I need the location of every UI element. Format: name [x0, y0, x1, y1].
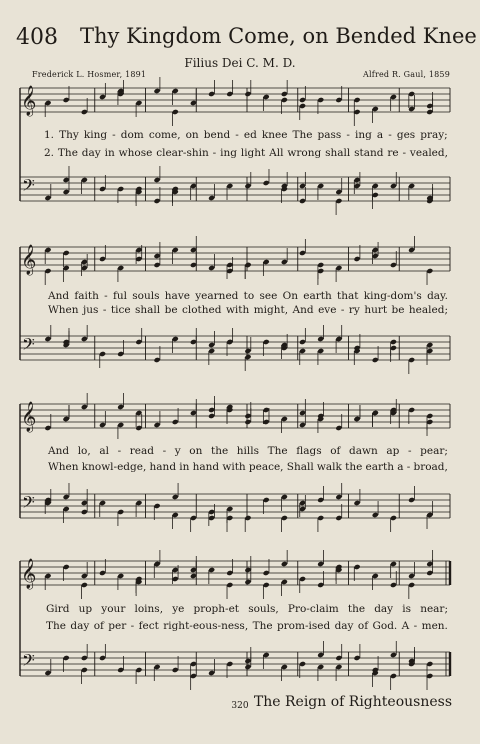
lyric-syllable: fect	[138, 620, 159, 632]
lyric-syllable: with	[225, 304, 250, 316]
lyric-syllable: pass	[317, 129, 342, 141]
lyric-syllable: see	[259, 290, 278, 302]
lyric-syllable: On	[282, 290, 298, 302]
lyric-syllable: bend	[203, 129, 231, 141]
lyric-line-verse2	[44, 147, 448, 159]
lyric-syllable: per	[108, 620, 127, 632]
lyric-syllable: -	[104, 290, 108, 302]
lyric-syllable: read	[129, 445, 154, 457]
lyric-syllable: flags	[296, 445, 322, 457]
treble-clef-icon: 𝄞	[21, 402, 37, 432]
lyric-syllable: jus	[82, 304, 99, 316]
lyric-syllable: -	[112, 129, 116, 141]
lyric-syllable: -	[130, 620, 135, 632]
lyric-line-verse1	[46, 603, 448, 615]
lyric-syllable: -	[407, 445, 412, 457]
lyric-line-verse2	[46, 620, 448, 632]
lyric-syllable: healed;	[408, 304, 448, 316]
lyric-syllable: When	[48, 461, 79, 473]
lyric-syllable: -	[413, 620, 418, 632]
treble-clef-icon: 𝄞	[21, 559, 37, 589]
lyric-syllable: ges	[396, 129, 416, 141]
lyric-syllable: ap	[386, 445, 400, 457]
lyric-syllable: souls	[132, 290, 160, 302]
lyric-syllable: earth	[365, 461, 394, 473]
lyric-syllable: broad,	[413, 461, 448, 473]
lyric-syllable: proph-et	[193, 603, 240, 615]
lyric-syllable: that	[337, 290, 359, 302]
lyric-syllable: -	[235, 129, 239, 141]
lyric-syllable: hand	[192, 461, 220, 473]
lyric-syllable: -	[388, 129, 392, 141]
lyric-syllable: lo,	[77, 445, 91, 457]
lyric-syllable: earth	[303, 290, 332, 302]
lyric-syllable: vealed,	[409, 147, 448, 159]
lyric-syllable: A	[401, 620, 410, 632]
lyric-syllable: shall	[325, 147, 351, 159]
lyric-syllable: a	[397, 461, 404, 473]
lyric-syllable: -	[402, 147, 407, 159]
lyric-syllable: of	[357, 620, 369, 632]
running-title: The Reign of Righteousness	[253, 694, 452, 710]
lyric-syllable: hurt	[364, 304, 388, 316]
lyric-syllable: knowl-edge,	[81, 461, 147, 473]
lyric-syllable: come,	[148, 129, 181, 141]
lyric-syllable: might,	[253, 304, 289, 316]
lyric-line-verse1	[44, 129, 448, 141]
lyric-syllable: in	[104, 147, 115, 159]
lyric-syllable: up	[78, 603, 93, 615]
lyric-syllable: 1.	[44, 129, 55, 141]
lyric-syllable: stand	[354, 147, 384, 159]
lyric-syllable: whose	[118, 147, 153, 159]
lyric-syllable: Pro-claim	[287, 603, 339, 615]
lyric-syllable: re	[387, 147, 399, 159]
lyric-syllable: -	[212, 147, 217, 159]
lyric-syllable: king-dom's	[363, 290, 422, 302]
lyric-syllable: hills	[236, 445, 260, 457]
lyric-syllable: dawn	[349, 445, 378, 457]
lyric-syllable: men.	[421, 620, 448, 632]
lyric-line-verse2	[48, 461, 448, 473]
lyric-syllable: in	[179, 461, 190, 473]
lyric-syllable: Shall	[286, 461, 314, 473]
lyric-syllable: And	[48, 290, 70, 302]
lyric-syllable: day.	[427, 290, 448, 302]
lyric-line-verse2	[48, 304, 448, 316]
hymn-number: 408	[16, 25, 58, 50]
lyric-syllable: be	[164, 304, 178, 316]
lyric-syllable: day	[334, 620, 354, 632]
page-number: 320	[231, 701, 249, 711]
lyric-syllable: eve	[318, 304, 337, 316]
lyric-syllable: be	[391, 304, 405, 316]
lyric-syllable: clear-shin	[156, 147, 209, 159]
lyric-syllable: with	[222, 461, 246, 473]
lyric-syllable: of	[330, 445, 341, 457]
lyric-syllable: right-eous-ness,	[163, 620, 249, 632]
lyric-syllable: Gird	[46, 603, 70, 615]
lyric-syllable: ry	[348, 304, 360, 316]
lyric-syllable: God.	[372, 620, 398, 632]
lyric-line-verse1	[48, 445, 448, 457]
lyric-syllable: The	[252, 620, 273, 632]
lyric-syllable: -	[346, 129, 350, 141]
lyric-line-verse1	[48, 290, 448, 302]
bass-clef-icon: 𝄢	[22, 650, 35, 674]
lyric-syllable: al	[99, 445, 109, 457]
hymn-title: Thy Kingdom Come, on Bended Knee	[80, 24, 477, 48]
lyric-syllable: the	[210, 445, 229, 457]
lyric-syllable: hand	[149, 461, 177, 473]
bass-clef-icon: 𝄢	[22, 492, 35, 516]
tune-name: Filius Dei C. M. D.	[184, 56, 296, 70]
lyric-syllable: on	[189, 445, 203, 457]
lyric-syllable: The	[57, 147, 78, 159]
bass-clef-icon: 𝄢	[22, 334, 35, 358]
lyric-syllable: -	[406, 461, 411, 473]
lyric-syllable: the	[347, 603, 366, 615]
lyric-syllable: day	[81, 147, 101, 159]
lyric-syllable: -	[162, 445, 167, 457]
lyric-syllable: wrong	[287, 147, 322, 159]
lyric-syllable: ye	[172, 603, 185, 615]
lyric-syllable: light	[240, 147, 266, 159]
lyric-syllable: the	[345, 461, 363, 473]
lyric-syllable: faith	[74, 290, 99, 302]
lyric-syllable: a	[376, 129, 384, 141]
lyric-syllable: day	[374, 603, 394, 615]
lyric-syllable: ful	[112, 290, 127, 302]
lyric-syllable: to	[243, 290, 255, 302]
lyric-syllable: The	[46, 620, 66, 632]
lyric-syllable: All	[269, 147, 284, 159]
lyric-syllable: of	[93, 620, 104, 632]
treble-clef-icon: 𝄞	[21, 245, 37, 275]
lyric-syllable: your	[101, 603, 126, 615]
lyric-syllable: loins,	[134, 603, 164, 615]
lyric-syllable: -	[117, 445, 122, 457]
lyric-syllable: souls,	[248, 603, 279, 615]
lyric-syllable: have	[164, 290, 190, 302]
lyric-syllable: ed	[243, 129, 257, 141]
lyric-syllable: tice	[110, 304, 131, 316]
lyric-syllable: When	[48, 304, 79, 316]
lyric-syllable: The	[292, 129, 313, 141]
lyric-syllable: near;	[420, 603, 448, 615]
lyric-syllable: clothed	[182, 304, 222, 316]
lyric-syllable: And	[292, 304, 314, 316]
lyric-syllable: The	[267, 445, 288, 457]
lyric-syllable: peace,	[248, 461, 284, 473]
lyric-syllable: And	[48, 445, 70, 457]
lyric-syllable: yearned	[195, 290, 239, 302]
lyric-syllable: day	[70, 620, 90, 632]
lyric-syllable: -	[102, 304, 107, 316]
lyric-syllable: Thy	[59, 129, 79, 141]
words-credit: Frederick L. Hosmer, 1891	[32, 70, 147, 79]
lyric-syllable: -	[340, 304, 345, 316]
bass-clef-icon: 𝄢	[22, 175, 35, 199]
music-credit: Alfred R. Gaul, 1859	[363, 70, 450, 79]
lyric-syllable: king	[83, 129, 108, 141]
lyric-syllable: on	[185, 129, 199, 141]
lyric-syllable: dom	[120, 129, 144, 141]
lyric-syllable: knee	[261, 129, 288, 141]
lyric-syllable: ing	[355, 129, 372, 141]
lyric-syllable: prom-ised	[276, 620, 331, 632]
lyric-syllable: shall	[135, 304, 161, 316]
lyric-syllable: is	[402, 603, 412, 615]
lyric-syllable: y	[174, 445, 181, 457]
lyric-syllable: pray;	[420, 129, 448, 141]
lyric-syllable: pear;	[420, 445, 448, 457]
treble-clef-icon: 𝄞	[21, 86, 37, 116]
lyric-syllable: 2.	[44, 147, 55, 159]
lyric-syllable: walk	[316, 461, 342, 473]
lyric-syllable: ing	[220, 147, 237, 159]
